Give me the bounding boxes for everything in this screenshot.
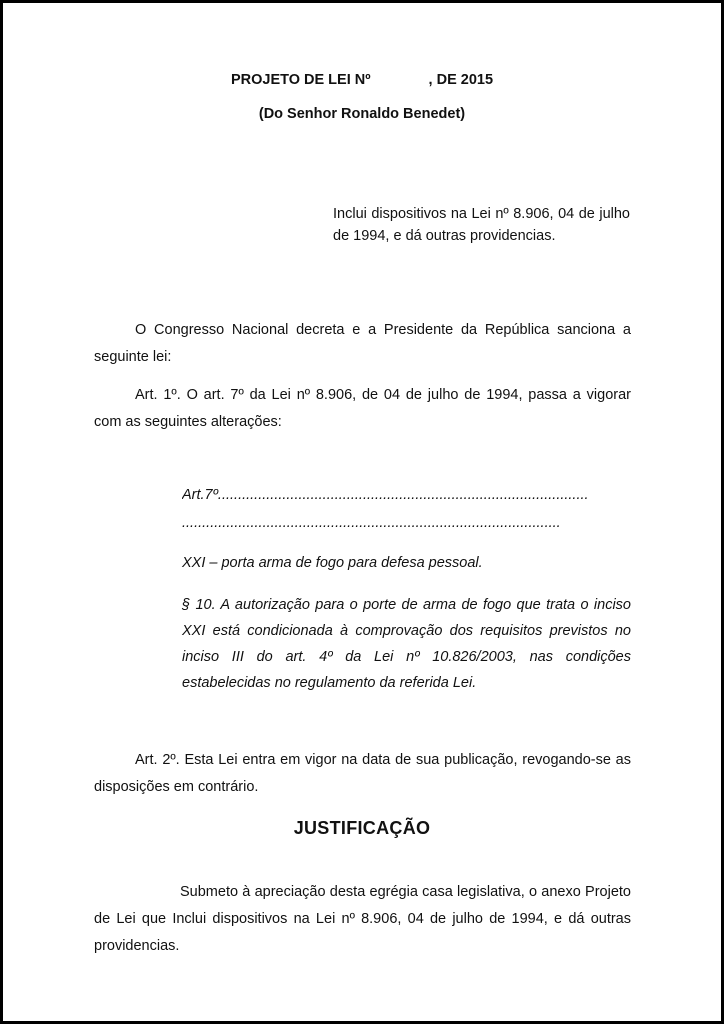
article-2: Art. 2º. Esta Lei entra em vigor na data de sua publicação, revogando-se as disposições em contrário. — [94, 752, 631, 795]
paragraph-10: § 10. A autorização para o porte de arma de fogo que trata o inciso XXI está condicionada à comprovação dos requisitos previstos no inciso III do art. 4º da Lei nº 10.826/2003, nas condições estabelecidas no regulamento da referida Lei. — [182, 597, 631, 691]
article-7-label: Art.7º — [182, 487, 218, 503]
elision-dots-1: ............................................................................................ — [217, 487, 589, 503]
bill-title-year: , DE 2015 — [428, 72, 494, 88]
bill-title — [0, 72, 724, 88]
justification-text: Submeto à apreciação desta egrégia casa legislativa, o anexo Projeto de Lei que Inclui dispositivos na Lei nº 8.906, 04 de julho de 1994, e dá outras providencias. — [94, 884, 631, 954]
article-1: Art. 1º. O art. 7º da Lei nº 8.906, de 04 de julho de 1994, passa a vigorar com as seguintes alterações: — [94, 387, 631, 430]
article-7-heading — [182, 487, 634, 503]
bill-title-prefix: PROJETO DE LEI Nº — [230, 72, 371, 88]
elision-dots-2: .............................................................................................. — [182, 515, 561, 531]
bill-author: (Do Senhor Ronaldo Benedet) — [258, 106, 466, 122]
justification-heading: JUSTIFICAÇÃO — [293, 818, 431, 838]
inciso-xxi: XXI – porta arma de fogo para defesa pessoal. — [182, 555, 483, 571]
preamble: O Congresso Nacional decreta e a Presidente da República sanciona a seguinte lei: — [94, 322, 631, 365]
bill-summary: Inclui dispositivos na Lei nº 8.906, 04 de julho de 1994, e dá outras providencias. — [333, 206, 630, 244]
